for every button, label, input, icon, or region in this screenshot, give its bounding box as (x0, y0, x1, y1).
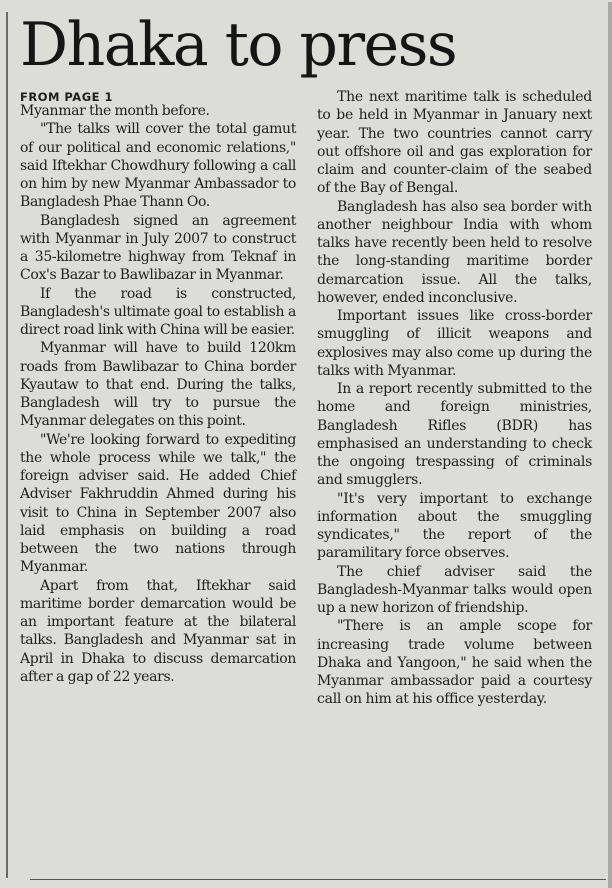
bottom-rule (30, 879, 606, 880)
paragraph: Myanmar the month before. (20, 103, 210, 119)
paragraph: Bangladesh signed an agreement with Myanmar in July 2007 to construct a 35-kilometre highway from Teknaf in Cox's Bazar to Bawlibazar in Myanmar. (20, 212, 296, 284)
paragraph: The next maritime talk is scheduled to be held in Myanmar in January next year. The two countries cannot carry out offshore oil and gas exploration for claim and counter-claim of the seabed of the Bay of Bengal. (317, 89, 592, 197)
article-column-left (20, 88, 296, 686)
kicker-from-page-1: FROM PAGE 1 (20, 90, 114, 104)
paragraph: "We're looking forward to expediting the whole process while we talk," the foreign adviser said. He added Chief Adviser Fakhruddin Ahmed during his visit to China in September 2007 also laid emphasis on building a road between the two nations through Myanmar. (20, 431, 296, 576)
paragraph: "There is an ample scope for increasing trade volume between Dhaka and Yangoon," he said when the Myanmar ambassador paid a courtesy call on him at his office yesterday. (317, 618, 592, 708)
right-edge-rule (608, 2, 612, 888)
paragraph: Important issues like cross-border smuggling of illicit weapons and explosives may also come up during the talks with Myanmar. (317, 308, 592, 379)
paragraph: If the road is constructed, Bangladesh's ultimate goal to establish a direct road link with China will be easier. (20, 285, 296, 338)
paragraph: In a report recently submitted to the home and foreign ministries, Bangladesh Rifles (BDR) has emphasised an understanding to check the ongoing trespassing of criminals and smugglers. (317, 381, 592, 489)
paragraph: "The talks will cover the total gamut of our political and economic relations," said Iftekhar Chowdhury following a call on him by new Myanmar Ambassador to Bangladesh Phae Thann Oo. (20, 121, 296, 211)
paragraph: "It's very important to exchange information about the smuggling syndicates," the report of the paramilitary force observes. (317, 490, 592, 562)
paragraph: Myanmar will have to build 120km roads from Bawlibazar to China border Kyautaw to that end. During the talks, Bangladesh will try to pursue the Myanmar delegates on this point. (20, 340, 296, 430)
paragraph: Bangladesh has also sea border with another neighbour India with whom talks have recently been held to resolve the long-standing maritime border demarcation issue. All the talks, however, ended inconclusive. (317, 198, 592, 306)
article-column-right (317, 88, 592, 709)
left-column-rule (6, 12, 8, 878)
paragraph: Apart from that, Iftekhar said maritime border demarcation would be an important feature at the bilateral talks. Bangladesh and Myanmar sat in April in Dhaka to discuss demarcation after a gap of 22 years. (20, 577, 296, 685)
headline: Dhaka to press (20, 10, 457, 80)
paragraph: The chief adviser said the Bangladesh-Myanmar talks would open up a new horizon of friendship. (317, 563, 592, 616)
